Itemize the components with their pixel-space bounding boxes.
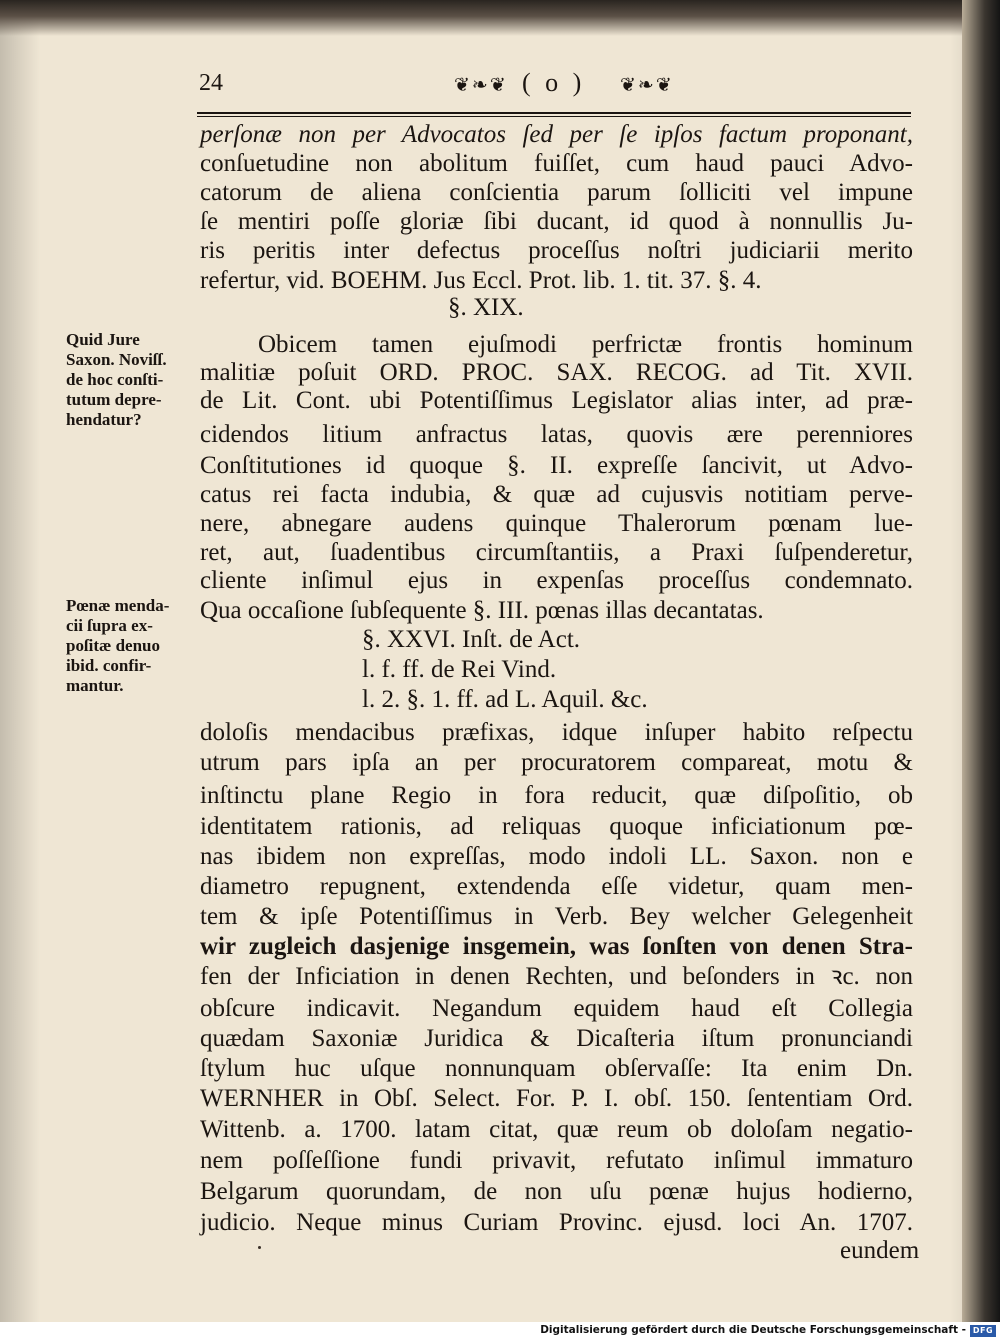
body-line: ſe mentiri poſſe gloriæ ſibi ducant, id quod à nonnullis Ju- [200, 208, 913, 235]
right-ornament-icon: ❦❧❦ [620, 75, 674, 96]
body-line: perſonæ non per Advocatos ſed per ſe ipſos factum proponant, [200, 121, 913, 148]
margin-note-line: cii ſupra ex- [66, 616, 153, 635]
paragraph-line: obſcure indicavit. Negandum equidem haud eſt Collegia [200, 995, 913, 1022]
header-rule [197, 112, 911, 114]
paragraph-line: Wittenb. a. 1700. latam citat, quæ reum ob doloſam negatio- [200, 1116, 913, 1143]
paragraph-line: diametro repugnent, extendenda eſſe videtur, quam men- [200, 873, 913, 900]
margin-note-line: poſitæ denuo [66, 636, 160, 655]
margin-note-line: tutum depre- [66, 390, 162, 409]
paragraph-line: inſtinctu plane Regio in fora reducit, quæ diſpoſitio, ob [200, 782, 913, 809]
citation: §. XXVI. Inſt. de Act. [362, 626, 581, 653]
page-number: 24 [199, 70, 223, 96]
paragraph-line: malitiæ poſuit ORD. PROC. SAX. RECOG. ad Tit. XVII. [200, 359, 913, 386]
funding-credit: Digitalisierung gefördert durch die Deutsche Forschungsgemeinschaft - [540, 1324, 966, 1336]
paragraph-line: ret, aut, ſuadentibus circumſtantiis, a Praxi ſuſpenderetur, [200, 539, 913, 566]
running-header [196, 70, 916, 106]
body-line: catorum de aliena conſcientia parum ſolliciti vel impune [200, 179, 913, 206]
body-line: ris peritis inter defectus proceſſus noſtri judiciarii merito [200, 237, 913, 264]
section-heading: §. XIX. [448, 294, 524, 321]
paragraph-line: nas ibidem non expreſſas, modo indoli LL. Saxon. non e [200, 843, 913, 870]
margin-note-line: mantur. [66, 676, 124, 695]
paragraph-line: nere, abnegare audens quinque Thalerorum pœnam lue- [200, 510, 913, 537]
paragraph-line: Obicem tamen ejuſmodi perfrictæ frontis hominum [258, 331, 913, 358]
paragraph-line: de Lit. Cont. ubi Potentiſſimus Legislator alias inter, ad præ- [200, 387, 913, 414]
page-top-shadow [0, 0, 990, 36]
paragraph-line: catus rei facta indubia, & quæ ad cujusvis notitiam perve- [200, 481, 913, 508]
citation: l. 2. §. 1. ff. ad L. Aquil. &c. [362, 686, 648, 713]
header-rule-thin [197, 116, 911, 117]
margin-note-line: Quid Jure [66, 330, 140, 349]
margin-note-line: hendatur? [66, 410, 142, 429]
citation: l. f. ff. de Rei Vind. [362, 656, 557, 683]
paper-speck [258, 1246, 261, 1249]
paragraph-line: Qua occaſione ſubſequente §. III. pœnas illas decantatas. [200, 597, 764, 624]
paragraph-line: nem poſſeſſione fundi privavit, refutato inſimul immaturo [200, 1147, 913, 1174]
paragraph-line: identitatem rationis, ad reliquas quoque inficiationum pœ- [200, 813, 913, 840]
paragraph-line: Belgarum quorundam, de non uſu pœnæ hujus hodierno, [200, 1178, 913, 1205]
catchword: eundem [840, 1237, 920, 1264]
paragraph-line: wir zugleich dasjenige insgemein, was ſonſten von denen Stra- [200, 933, 913, 960]
body-line: conſuetudine non abolitum fuiſſet, cum haud pauci Advo- [200, 150, 913, 177]
paragraph-line: cliente inſimul ejus in expenſas proceſſus condemnato. [200, 567, 913, 594]
body-line: refertur, vid. BOEHM. Jus Eccl. Prot. lib. 1. tit. 37. §. 4. [200, 267, 762, 294]
paragraph-line: quædam Saxoniæ Juridica & Dicaſteria iſtum pronunciandi [200, 1025, 913, 1052]
paragraph-line: judicio. Neque minus Curiam Provinc. ejusd. loci An. 1707. [200, 1209, 913, 1236]
paragraph-line: ſtylum huc uſque nonnunquam obſervaſſe: Ita enim Dn. [200, 1055, 913, 1082]
footer-bar [0, 1322, 1000, 1340]
paragraph-line: Conſtitutiones id quoque §. II. expreſſe ſancivit, ut Advo- [200, 452, 913, 479]
margin-note-line: Pœnæ menda- [66, 596, 170, 615]
margin-note-line: de hoc conſti- [66, 370, 164, 389]
margin-note-line: ibid. confir- [66, 656, 152, 675]
dfg-logo-icon: DFG [970, 1325, 996, 1337]
paragraph-line: tem & ipſe Potentiſſimus in Verb. Bey welcher Gelegenheit [200, 903, 913, 930]
paragraph-line: cidendos litium anfractus latas, quovis ære perenniores [200, 421, 913, 448]
margin-note-line: Saxon. Noviſſ. [66, 350, 167, 369]
signature-mark: ( o ) [522, 68, 586, 97]
paragraph-line: utrum pars ipſa an per procuratorem compareat, motu & [200, 749, 913, 776]
paragraph-line: fen der Inficiation in denen Rechten, und beſonders in ꝛc. non [200, 963, 913, 990]
left-ornament-icon: ❦❧❦ [454, 75, 508, 96]
paragraph-line: WERNHER in Obſ. Select. For. P. I. obſ. 150. ſententiam Ord. [200, 1085, 913, 1112]
book-edge-shadow [962, 0, 1000, 1322]
paragraph-line: doloſis mendacibus præfixas, idque inſuper habito reſpectu [200, 719, 913, 746]
